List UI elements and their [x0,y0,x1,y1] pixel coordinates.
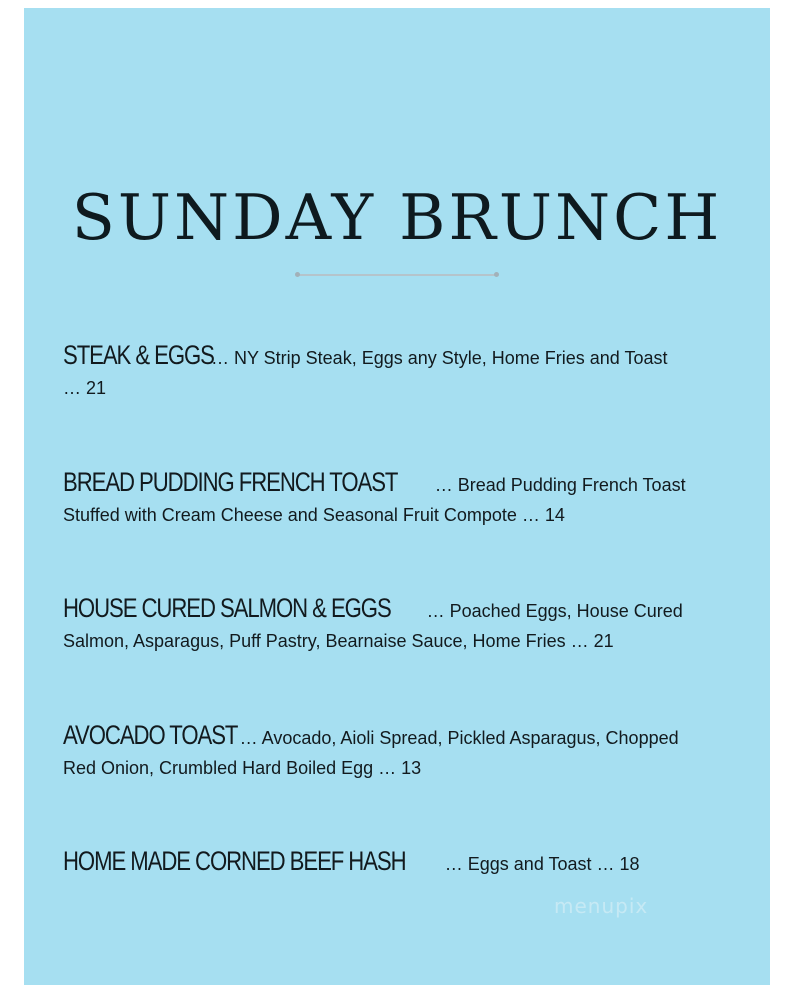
menu-item-avocado-toast [63,720,743,781]
menu-item-house-cured-salmon-eggs [63,593,743,654]
item-description: … NY Strip Steak, Eggs any Style, Home Fries and Toast [210,348,668,368]
item-description: … Bread Pudding French Toast [434,475,686,495]
menu-title: SUNDAY BRUNCH [71,181,723,254]
item-description-continued: Salmon, Asparagus, Puff Pastry, Bearnaise Sauce, Home Fries … 21 [63,631,614,651]
title-divider [297,274,497,276]
item-description: … Eggs and Toast … 18 [444,854,640,874]
menu-item-steak-eggs [63,340,743,401]
item-name: AVOCADO TOAST [63,720,238,750]
item-name: HOME MADE CORNED BEEF HASH [63,846,406,876]
item-name: STEAK & EGGS [63,340,214,370]
item-description-continued: Stuffed with Cream Cheese and Seasonal Fruit Compote … 14 [63,505,565,525]
item-name: HOUSE CURED SALMON & EGGS [63,593,391,623]
item-description: … Poached Eggs, House Cured [426,601,683,621]
item-name: BREAD PUDDING FRENCH TOAST [63,467,398,497]
item-description-continued: … 21 [63,378,107,398]
menupix-watermark: menupix [554,894,649,918]
menu-page [24,8,770,985]
menu-item-bread-pudding-french-toast [63,467,743,528]
item-description: … Avocado, Aioli Spread, Pickled Asparagus, Chopped [239,728,679,748]
menu-item-corned-beef-hash [63,846,743,881]
item-description-continued: Red Onion, Crumbled Hard Boiled Egg … 13 [63,758,422,778]
